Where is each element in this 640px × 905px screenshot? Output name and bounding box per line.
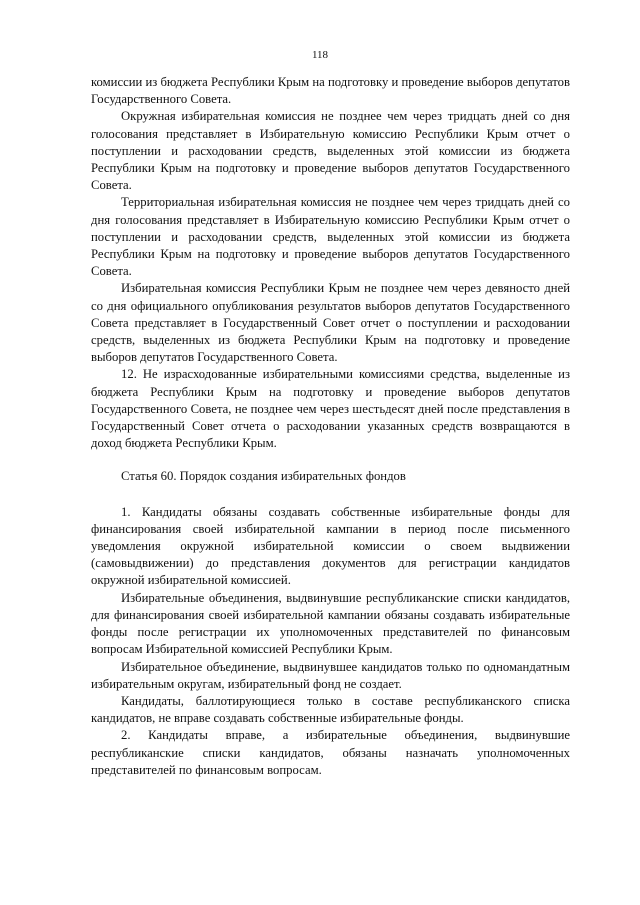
page-number: 118 xyxy=(311,49,329,61)
article-60-heading: Статья 60. Порядок создания избирательных фондов xyxy=(121,469,406,484)
paragraph-item-12: 12. Не израсходованные избирательными комиссиями средства, выделенные из бюджета Республики Крым на подготовку и проведение выборов депутатов Государственного Совета, не позднее чем через шестьдесят дней после представления в Государственный Совет отчета о расходовании указанных средств возвращаются в доход бюджета Республики Крым. xyxy=(91,367,570,451)
paragraph-territorial-commission-report: Территориальная избирательная комиссия не позднее чем через тридцать дней со дня голосования представляет в Избирательную комиссию Республики Крым отчет о поступлении и расходовании средств, выделенных этой комиссии из бюджета Республики Крым на подготовку и проведение выборов депутатов Государственного Совета. xyxy=(91,195,570,279)
paragraph-item-2: 2. Кандидаты вправе, а избирательные объединения, выдвинувшие республиканские списки кандидатов, обязаны назначать уполномоченных представителей по финансовым вопросам. xyxy=(91,728,570,777)
document-body xyxy=(91,74,570,779)
paragraph-electoral-associations: Избирательные объединения, выдвинувшие республиканские списки кандидатов, для финансирования своей избирательной кампании обязаны создавать избирательные фонды после регистрации их уполномоченных представителей по финансовым вопросам Избирательной комиссией Республики Крым. xyxy=(91,590,570,657)
paragraph-single-mandate-association: Избирательное объединение, выдвинувшее кандидатов только по одномандатным избирательным округам, избирательный фонд не создает. xyxy=(91,659,570,691)
paragraph-crimea-commission-report: Избирательная комиссия Республики Крым не позднее чем через девяносто дней со дня официального опубликования результатов выборов депутатов Государственного Совета представляет в Государственный Совет отчет о поступлении и расходовании средств, выделенных из бюджета Республики Крым на подготовку и проведение выборов депутатов Государственного Совета. xyxy=(91,281,570,365)
paragraph-list-candidates: Кандидаты, баллотирующиеся только в составе республиканского списка кандидатов, не вправе создавать собственные избирательные фонды. xyxy=(91,693,570,726)
paragraph-item-1: 1. Кандидаты обязаны создавать собственные избирательные фонды для финансирования своей избирательной кампании в период после письменного уведомления окружной избирательной комиссии о своем выдвижении (самовыдвижении) до представления документов для регистрации кандидатов окружной избирательной комиссией. xyxy=(91,504,570,588)
paragraph-okrug-commission-report: Окружная избирательная комиссия не позднее чем через тридцать дней со дня голосования представляет в Избирательную комиссию Республики Крым отчет о поступлении и расходовании средств, выделенных этой комиссии из бюджета Республики Крым на подготовку и проведение выборов депутатов Государственного Совета. xyxy=(91,109,570,193)
paragraph-continuation: комиссии из бюджета Республики Крым на подготовку и проведение выборов депутатов Государственного Совета. xyxy=(91,75,570,107)
